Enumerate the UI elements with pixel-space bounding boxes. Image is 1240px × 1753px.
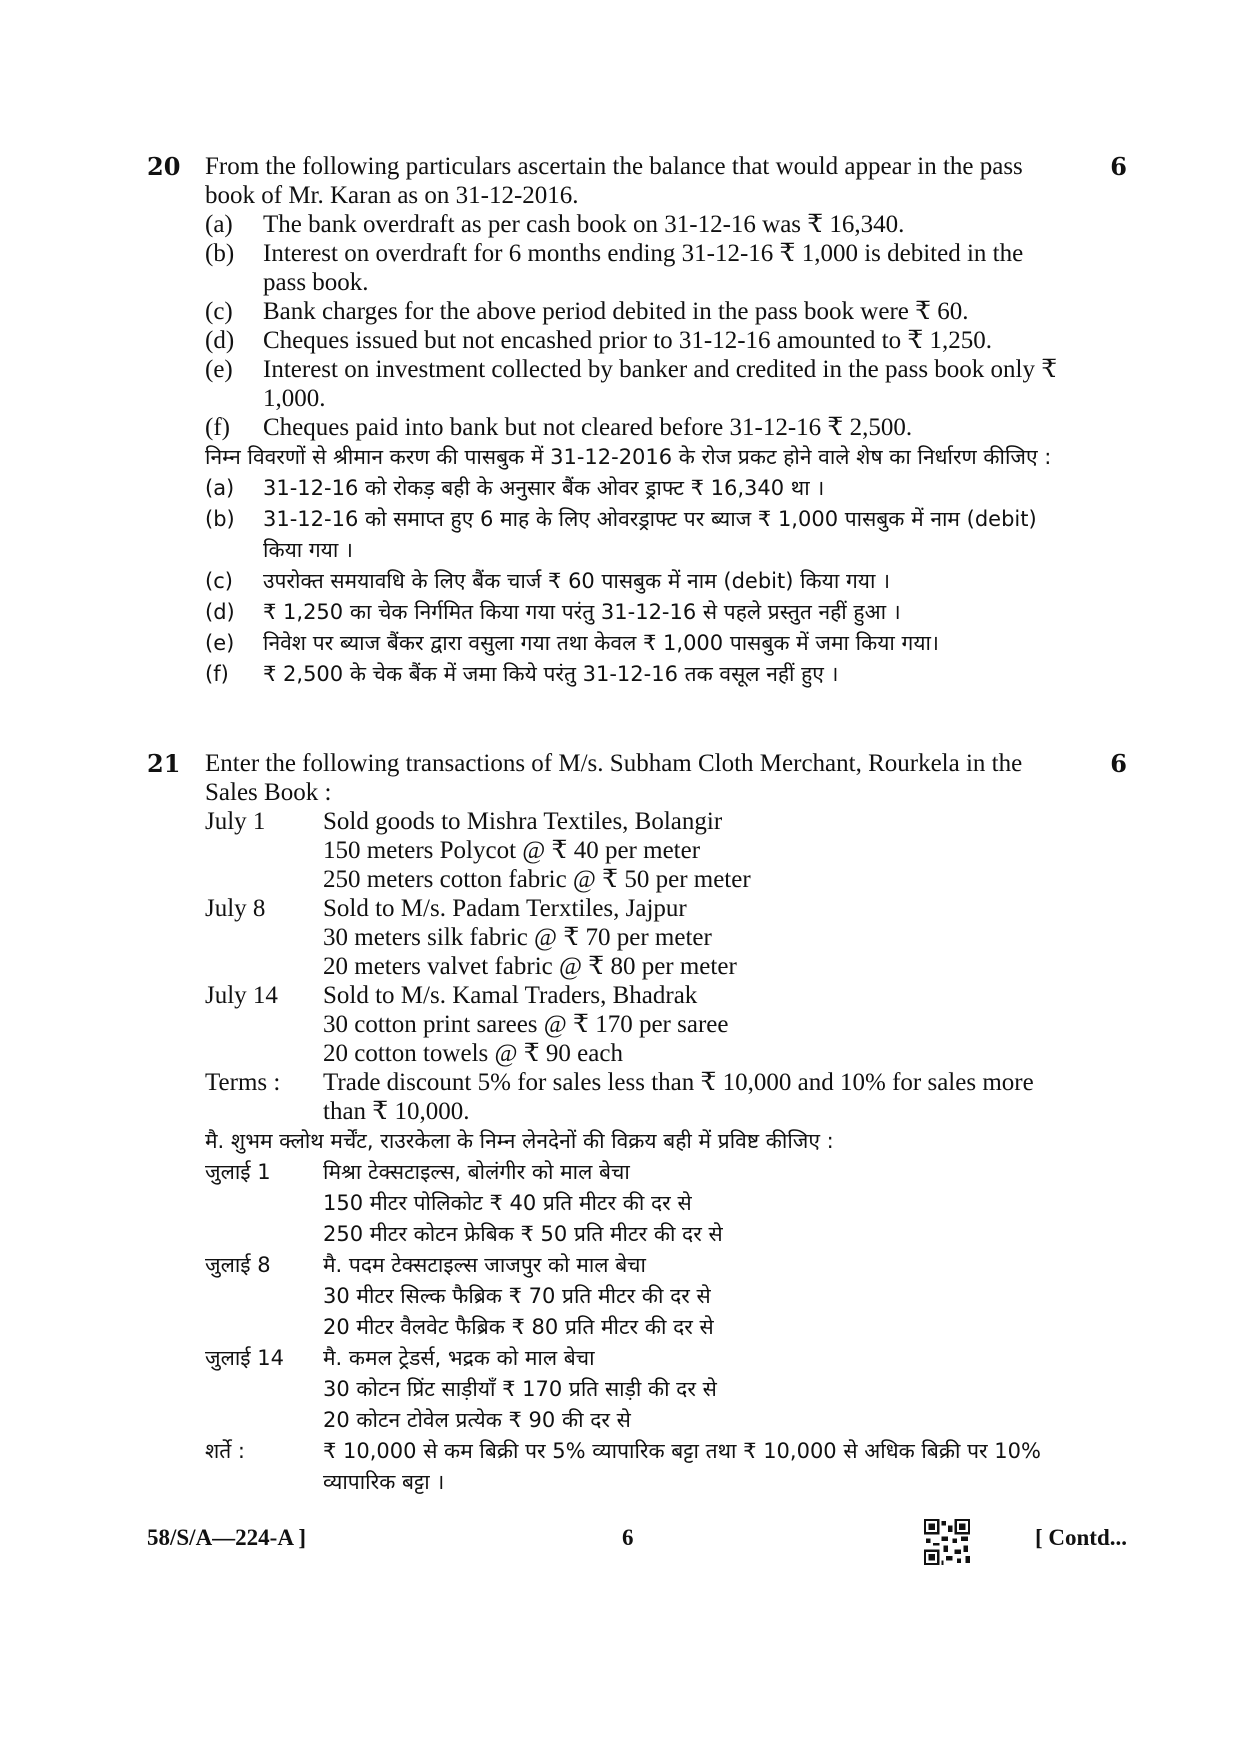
- transaction: जुलाई 1 मिश्रा टेक्सटाइल्स, बोलंगीर को माल बेचा 150 मीटर पोलिकोट ₹ 40 प्रति मीटर की दर से 250 मीटर कोटन फ्रेबिक ₹ 50 प्रति मीटर की दर से: [205, 1160, 723, 1246]
- question-intro-hindi: निम्न विवरणों से श्रीमान करण की पासबुक में 31-12-2016 के रोज प्रकट होने वाले शेष का निर्धारण कीजिए :: [205, 445, 1052, 469]
- list-item: (d) Cheques issued but not encashed prior to 31-12-16 amounted to ₹ 1,250.: [205, 327, 992, 354]
- list-item: (f) ₹ 2,500 के चेक बैंक में जमा किये परंतु 31-12-16 तक वसूल नहीं हुए ।: [205, 662, 839, 686]
- question-intro: From the following particulars ascertain the balance that would appear in the pass book of Mr. Karan as on 31-12-2016.: [205, 153, 1023, 209]
- question-marks: 6: [1110, 152, 1127, 181]
- list-item: (a) The bank overdraft as per cash book on 31-12-16 was ₹ 16,340.: [205, 211, 905, 238]
- qr-code-icon: [924, 1519, 970, 1565]
- transaction: July 14 Sold to M/s. Kamal Traders, Bhadrak 30 cotton print sarees @ ₹ 170 per saree 20 cotton towels @ ₹ 90 each: [205, 982, 729, 1067]
- page-number: 6: [622, 1525, 634, 1550]
- terms: शर्ते : ₹ 10,000 से कम बिक्री पर 5% व्यापारिक बट्टा तथा ₹ 10,000 से अधिक बिक्री पर 10% व्यापारिक बट्टा ।: [205, 1439, 1041, 1494]
- continued-label: [ Contd...: [1034, 1525, 1127, 1550]
- question-21: [147, 749, 1127, 1498]
- question-marks: 6: [1110, 749, 1127, 778]
- list-item: (a) 31-12-16 को रोकड़ बही के अनुसार बैंक ओवर ड्राफ्ट ₹ 16,340 था ।: [205, 476, 825, 500]
- list-item: (b) 31-12-16 को समाप्त हुए 6 माह के लिए ओवरड्राफ्ट पर ब्याज ₹ 1,000 पासबुक में नाम (debit) किया गया ।: [205, 507, 1037, 562]
- question-intro: Enter the following transactions of M/s. Subham Cloth Merchant, Rourkela in the Sales Book :: [205, 750, 1023, 806]
- terms: Terms : Trade discount 5% for sales less than ₹ 10,000 and 10% for sales more than ₹ 10,000.: [205, 1069, 1034, 1125]
- question-number: 20: [147, 152, 181, 181]
- question-20: [147, 152, 1127, 690]
- item-list: [205, 210, 1069, 442]
- list-item: (e) Interest on investment collected by banker and credited in the pass book only ₹ 1,000.: [205, 356, 1058, 412]
- question-number: 21: [147, 749, 181, 778]
- question-intro-hindi: मै. शुभम क्लोथ मर्चेंट, राउरकेला के निम्न लेनदेनों की विक्रय बही में प्रविष्ट कीजिए :: [205, 1129, 834, 1153]
- list-item: (e) निवेश पर ब्याज बैंकर द्वारा वसुला गया तथा केवल ₹ 1,000 पासबुक में जमा किया गया।: [205, 631, 939, 655]
- paper-code: 58/S/A—224-A ]: [147, 1525, 307, 1550]
- list-item: (c) Bank charges for the above period debited in the pass book were ₹ 60.: [205, 298, 969, 325]
- transactions: [205, 807, 1069, 1126]
- list-item: (c) उपरोक्त समयावधि के लिए बैंक चार्ज ₹ 60 पासबुक में नाम (debit) किया गया ।: [205, 569, 891, 593]
- transaction: July 1 Sold goods to Mishra Textiles, Bolangir 150 meters Polycot @ ₹ 40 per meter 250 meters cotton fabric @ ₹ 50 per meter: [205, 808, 751, 893]
- transactions-hindi: [205, 1157, 1069, 1498]
- item-list-hindi: [205, 473, 1069, 690]
- list-item: (d) ₹ 1,250 का चेक निर्गमित किया गया परंतु 31-12-16 से पहले प्रस्तुत नहीं हुआ ।: [205, 600, 901, 624]
- list-item: (f) Cheques paid into bank but not cleared before 31-12-16 ₹ 2,500.: [205, 414, 913, 441]
- transaction: July 8 Sold to M/s. Padam Terxtiles, Jajpur 30 meters silk fabric @ ₹ 70 per meter 20 meters valvet fabric @ ₹ 80 per meter: [205, 895, 737, 980]
- page-footer: [147, 1525, 1127, 1565]
- transaction: जुलाई 14 मै. कमल ट्रेडर्स, भद्रक को माल बेचा 30 कोटन प्रिंट साड़ीयाँ ₹ 170 प्रति साड़ी की दर से 20 कोटन टोवेल प्रत्येक ₹ 90 की दर से: [205, 1346, 717, 1432]
- list-item: (b) Interest on overdraft for 6 months ending 31-12-16 ₹ 1,000 is debited in the pass book.: [205, 240, 1024, 296]
- transaction: जुलाई 8 मै. पदम टेक्सटाइल्स जाजपुर को माल बेचा 30 मीटर सिल्क फैब्रिक ₹ 70 प्रति मीटर की दर से 20 मीटर वैलवेट फैब्रिक ₹ 80 प्रति मीटर की दर से: [205, 1253, 714, 1339]
